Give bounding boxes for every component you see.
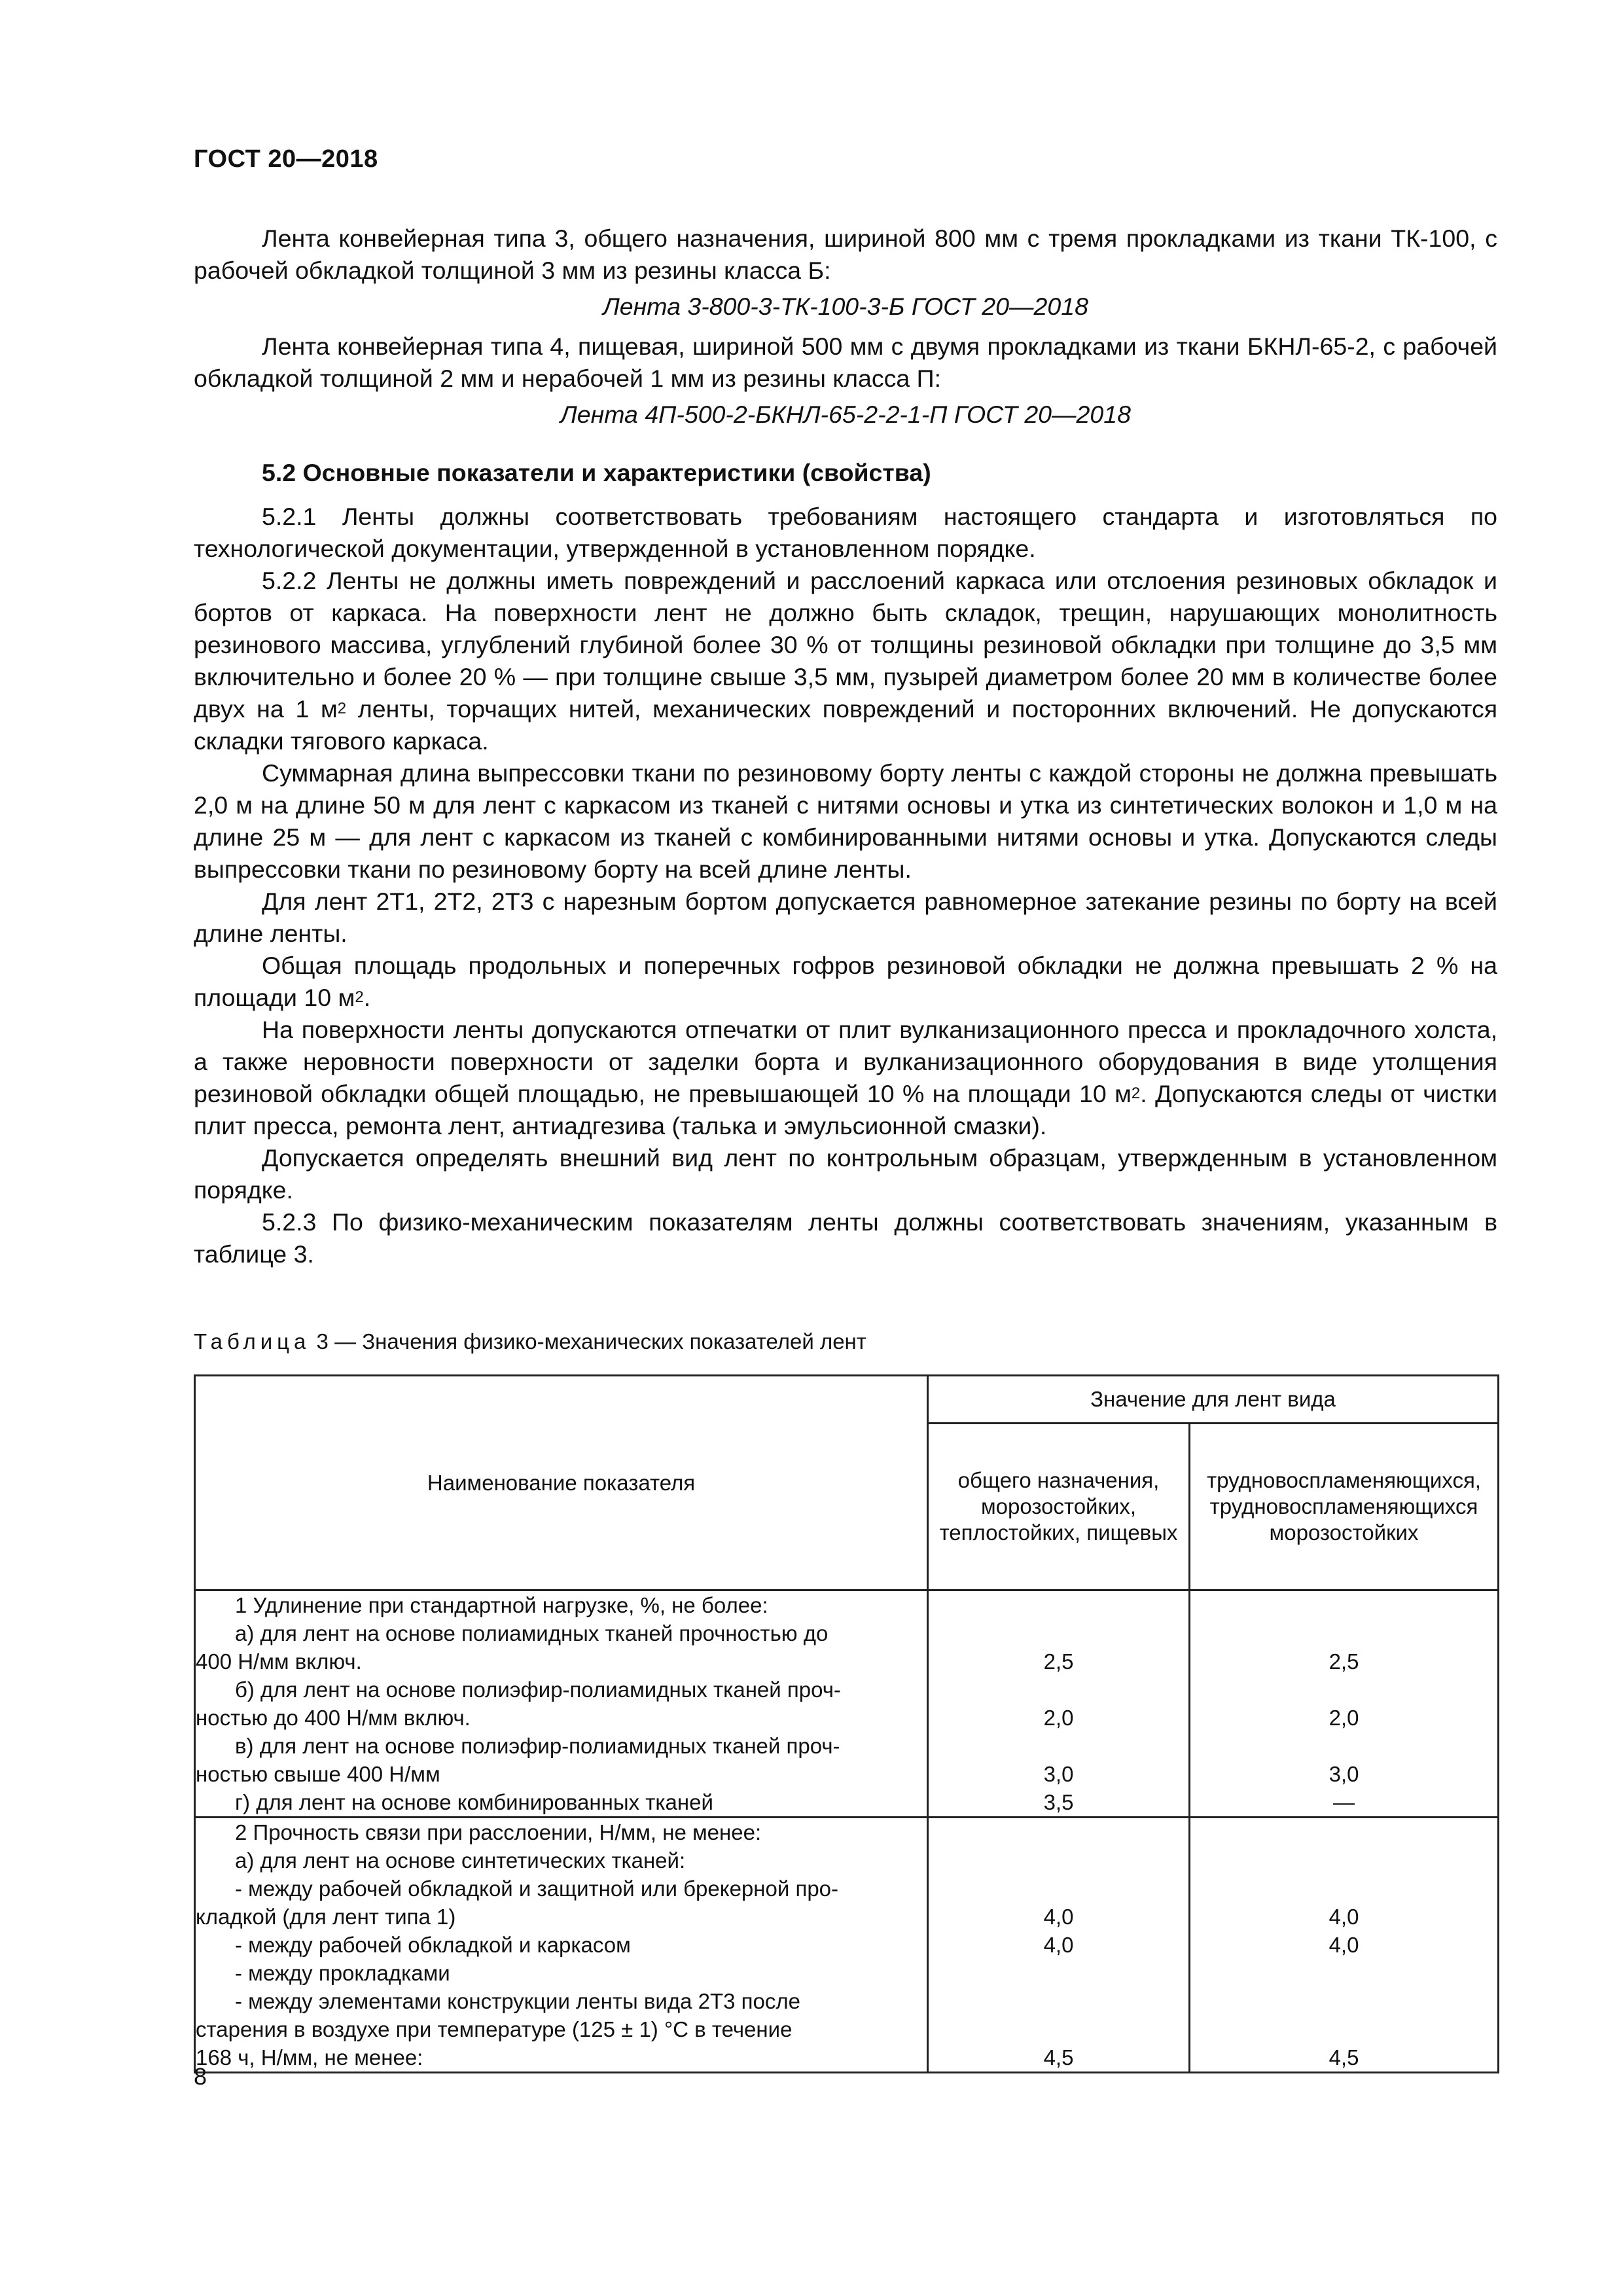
table-cell: 4,0	[1043, 1933, 1074, 1957]
table-caption: Таблица 3 — Значения физико-механических показателей лент	[194, 1329, 866, 1354]
paragraph-cut-edge: Для лент 2Т1, 2Т2, 2Т3 с нарезным бортом допускается равномерное затекание резины по борту на всей длине ленты.	[194, 888, 1497, 947]
example-1-designation: Лента 3-800-3-ТК-100-3-Б ГОСТ 20—2018	[603, 293, 1088, 320]
table-cell: 2,5	[1043, 1649, 1074, 1674]
table-cell: 4,5	[1043, 2045, 1074, 2070]
paragraph-fabric-pressing: Суммарная длина выпрессовки ткани по резиновому борту ленты с каждой стороны не должна превышать 2,0 м на длине 50 м для лент с каркасом из тканей с нитями основы и утка из синтетических волокон и 1,0 м на длине 25 м — для лент с каркасом из тканей с комбинированными нитями основы и утка. Допускаются следы выпрессовки ткани по резиновому борту на всей длине ленты.	[194, 759, 1497, 883]
table-cell: 4,0	[1329, 1905, 1359, 1929]
row-1-values-general	[928, 1590, 1190, 1818]
table-cell: 4,0	[1329, 1933, 1359, 1957]
table-row	[195, 1590, 1499, 1818]
example-2-text: Лента конвейерная типа 4, пищевая, шириной 500 мм с двумя прокладками из ткани БКНЛ-65-2, с рабочей обкладкой толщиной 2 мм и нерабочей 1 мм из резины класса П:	[194, 332, 1497, 392]
table-cell: 3,0	[1043, 1762, 1074, 1786]
row-2-name: 2 Прочность связи при расслоении, Н/мм, не менее: а) для лент на основе синтетических тканей: - между рабочей обкладкой и защитной или брекерной про- кладкой (для лент типа 1) - между рабочей обкладкой и каркасом - между прокладками - между элементами конструкции ленты вида 2Т3 после старения в воздухе при температуре (125 ± 1) °С в течение 168 ч, Н/мм, не менее:	[195, 1818, 928, 2073]
table-cell: 4,5	[1329, 2045, 1359, 2070]
column-header-general: общего назначения, морозостойких, теплостойких, пищевых	[928, 1423, 1190, 1590]
paragraph-5-2-1: 5.2.1 Ленты должны соответствовать требованиям настоящего стандарта и изготовляться по технологической документации, утвержденной в установленном порядке.	[194, 503, 1497, 562]
document-header: ГОСТ 20—2018	[194, 145, 378, 173]
table-cell: 2,5	[1329, 1649, 1359, 1674]
row-2-values-general	[928, 1818, 1190, 2073]
example-1-text: Лента конвейерная типа 3, общего назначения, шириной 800 мм с тремя прокладками из ткани ТК-100, с рабочей обкладкой толщиной 3 мм из резины класса Б:	[194, 224, 1497, 284]
row-2-values-fire-resistant	[1190, 1818, 1499, 2073]
example-2-designation: Лента 4П-500-2-БКНЛ-65-2-2-1-П ГОСТ 20—2018	[560, 401, 1131, 428]
paragraph-5-2-2: 5.2.2 Ленты не должны иметь повреждений и расслоений каркаса или отслоения резиновых обкладок и бортов от каркаса. На поверхности лент не должно быть складок, трещин, нарушающих монолитность резинового массива, углублений глубиной более 30 % от толщины резиновой обкладки при толщине до 3,5 мм включительно и более 20 % — при толщине свыше 3,5 мм, пузырей диаметром более 20 мм в количестве более двух на 1 $м^2$ ленты, торчащих нитей, механических повреждений и посторонних включений. Не допускаются складки тягового каркаса.	[194, 567, 1498, 755]
paragraph-control-samples: Допускается определять внешний вид лент по контрольным образцам, утвержденным в установленном порядке.	[194, 1144, 1497, 1204]
properties-table	[194, 1374, 1499, 2073]
row-1-name: 1 Удлинение при стандартной нагрузке, %, не более: а) для лент на основе полиамидных тканей прочностью до 400 Н/мм включ. б) для лент на основе полиэфир-полиамидных тканей проч- ностью до 400 Н/мм включ. в) для лент на основе полиэфир-полиамидных тканей проч- ностью свыше 400 Н/мм г) для лент на основе комбинированных тканей	[195, 1590, 928, 1818]
column-header-fire-resistant: трудновоспламеняющихся, трудновоспламеняющихся морозостойких	[1190, 1423, 1499, 1590]
table-cell: 3,0	[1329, 1762, 1359, 1786]
table-cell: —	[1333, 1790, 1355, 1814]
table-cell: 3,5	[1043, 1790, 1074, 1814]
column-header-group: Значение для лент вида	[928, 1376, 1499, 1424]
page-number: 8	[194, 2063, 207, 2090]
paragraph-5-2-3: 5.2.3 По физико-механическим показателям ленты должны соответствовать значениям, указанным в таблице 3.	[194, 1208, 1497, 1268]
document-body	[194, 223, 1497, 1270]
table-row	[195, 1818, 1499, 2073]
paragraph-corrugation: Общая площадь продольных и поперечных гофров резиновой обкладки не должна превышать 2 % на площади 10 $м^2$.	[194, 952, 1497, 1011]
table-cell: 4,0	[1043, 1905, 1074, 1929]
column-header-name: Наименование показателя	[195, 1376, 928, 1590]
row-1-values-fire-resistant	[1190, 1590, 1499, 1818]
section-title: 5.2 Основные показатели и характеристики (свойства)	[262, 459, 931, 486]
table-cell: 2,0	[1329, 1706, 1359, 1730]
paragraph-surface-imprints: На поверхности ленты допускаются отпечатки от плит вулканизационного пресса и прокладочного холста, а также неровности поверхности от заделки борта и вулканизационного оборудования в виде утолщения резиновой обкладки общей площадью, не превышающей 10 % на площади 10 $м^2$. Допускаются следы от чистки плит пресса, ремонта лент, антиадгезива (талька и эмульсионной смазки).	[194, 1016, 1497, 1139]
table-cell: 2,0	[1043, 1706, 1074, 1730]
